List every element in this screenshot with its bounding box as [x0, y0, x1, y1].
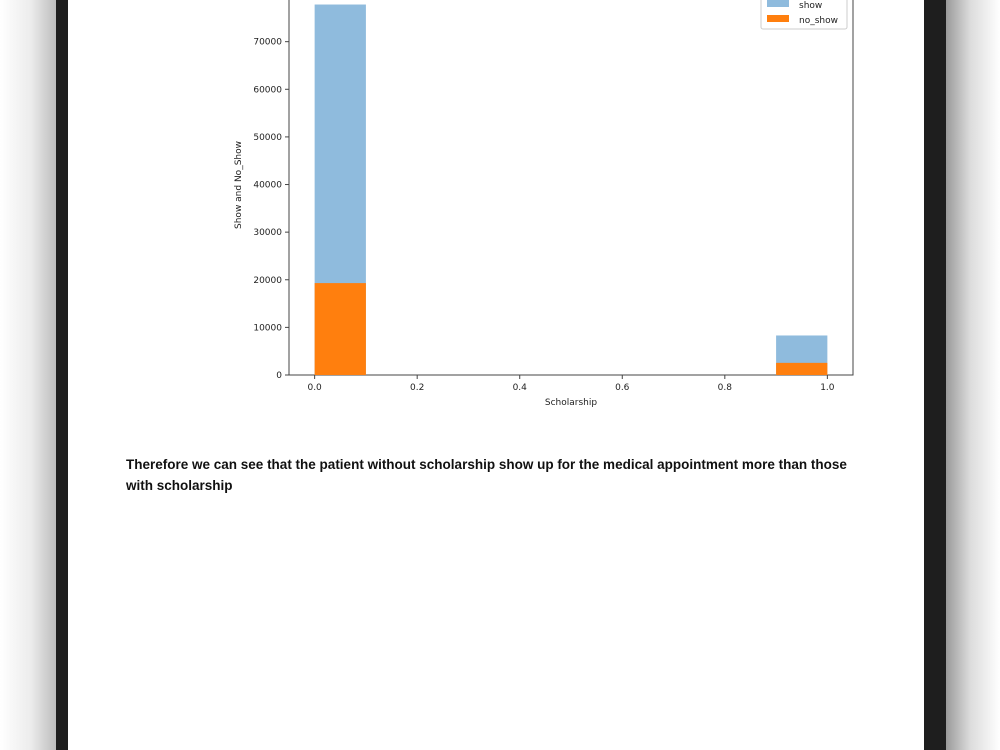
conclusion-text: Therefore we can see that the patient without scholarship show up for the medical appointment more than those with scholarship [126, 457, 847, 493]
x-tick-label-3: 0.6 [615, 383, 630, 393]
legend-label-show: show [799, 1, 823, 11]
page-shadow-right [946, 0, 1000, 750]
x-tick-label-5: 1.0 [820, 383, 835, 393]
plot-area [289, 0, 853, 375]
bars-group [315, 5, 828, 375]
bar-no_show-0 [315, 283, 366, 375]
bar-no_show-1 [776, 363, 827, 375]
y-tick-label-7: 70000 [253, 37, 282, 48]
y-tick-label-6: 60000 [253, 85, 282, 96]
x-tick-label-1: 0.2 [410, 383, 425, 393]
y-tick-label-1: 10000 [253, 323, 282, 334]
document-page [68, 0, 924, 750]
x-axis-label: Scholarship [544, 398, 598, 408]
legend [761, 0, 847, 29]
axes-frame [289, 0, 853, 375]
y-tick-label-3: 30000 [253, 228, 282, 239]
x-tick-label-4: 0.8 [717, 383, 732, 393]
legend-swatch-no-show [767, 15, 789, 22]
x-ticks [307, 375, 834, 393]
x-tick-label-0: 0.0 [307, 383, 322, 393]
y-tick-label-0: 0 [276, 371, 282, 381]
frame-border-left [56, 0, 68, 750]
x-tick-label-2: 0.4 [512, 383, 527, 393]
frame-border-right [924, 0, 946, 750]
legend-label-no-show: no_show [799, 16, 838, 26]
y-tick-label-2: 20000 [253, 275, 282, 286]
legend-swatch-show [767, 0, 789, 7]
y-ticks [253, 38, 289, 381]
y-tick-label-5: 50000 [253, 132, 282, 143]
page-shadow-left [0, 0, 56, 750]
y-axis-label: Show and No_Show [234, 141, 244, 229]
y-tick-label-4: 40000 [253, 180, 282, 191]
histogram-chart [68, 0, 924, 420]
